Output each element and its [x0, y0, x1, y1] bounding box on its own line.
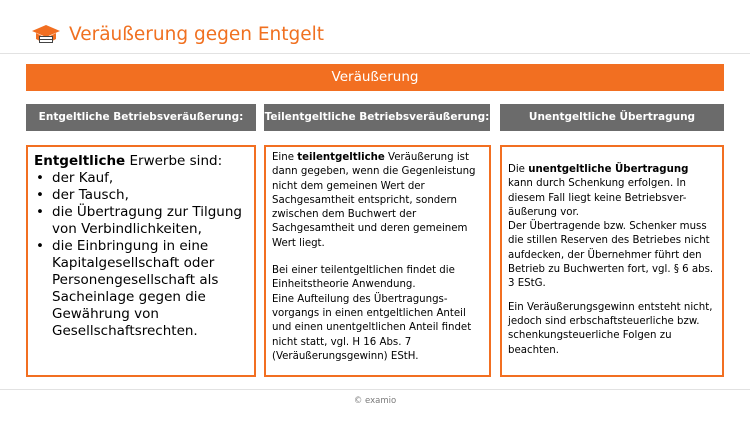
- box3-paragraph-2: Der Übertragende bzw. Schenker muss die stillen Reserven des Betriebes nicht aufdecken, der Übernehmer führt den Betrieb zu Buchwerten fort, vgl. § 6 abs. 3 EStG.: [508, 221, 714, 290]
- box1-intro-rest: Erwerbe sind:: [125, 153, 223, 169]
- list-item: • die Übertragung zur Tilgung von Verbindlichkeiten,: [34, 204, 248, 238]
- box3-paragraph-1: [508, 163, 716, 220]
- footer-copyright: © examio: [353, 396, 397, 406]
- list-item: • die Einbringung in eine Kapitalgesellschaft oder Personengesellschaft als Sacheinlage gegen die Gewährung von Gesellschaftsrechten.: [34, 238, 248, 340]
- box3-p1-post: kann durch Schenkung erfolgen. In diesem Fall liegt keine Betriebsver-äußerung vor.: [508, 178, 687, 218]
- list-item: • der Tausch,: [34, 187, 248, 204]
- column-heading-teilentgeltlich: Teilentgeltliche Betriebsveräußerung:: [264, 104, 490, 131]
- box-teilentgeltlich: [264, 145, 491, 377]
- box2-paragraph-3: Eine Aufteilung des Übertragungs-vorgangs in einen entgeltlichen Anteil und einen unentgeltlichen Anteil findet nicht statt, vgl. H 16 Abs. 7 (Veräußerungsgewinn) EStH.: [272, 293, 472, 362]
- box-unentgeltlich: [500, 145, 724, 377]
- column-heading-entgeltlich: Entgeltliche Betriebsveräußerung:: [26, 104, 256, 131]
- box2-p1-bold: teilentgeltliche: [297, 152, 385, 163]
- examio-logo-icon: [30, 21, 62, 47]
- box1-intro: [34, 153, 248, 170]
- box1-intro-bold: Entgeltliche: [34, 153, 126, 169]
- header: [0, 0, 750, 52]
- box1-list: [34, 170, 248, 340]
- list-item: • der Kauf,: [34, 170, 248, 187]
- box3-p1-pre: Die: [508, 164, 529, 175]
- column-heading-unentgeltlich: Unentgeltliche Übertragung: [500, 104, 724, 131]
- box3-p1-bold: unentgeltliche Übertragung: [528, 164, 689, 175]
- section-banner: Veräußerung: [26, 64, 724, 91]
- box2-p1-pre: Eine: [272, 152, 298, 163]
- box2-p1-post: Veräußerung ist dann gegeben, wenn die Gegenleistung nicht dem gemeinen Wert der Sachgesamtheit entspricht, sondern zwischen dem Buchwert der Sachgesamtheit und deren gemeinem Wert liegt.: [272, 152, 476, 249]
- box3-paragraph-3: Ein Veräußerungsgewinn entsteht nicht, jedoch sind erbschaftsteuerliche bzw. schenkungsteuerliche Folgen zu beachten.: [508, 301, 713, 356]
- footer-divider: [0, 389, 750, 390]
- box-entgeltlich: [26, 145, 256, 377]
- box2-paragraph-1: [272, 151, 483, 251]
- box2-paragraph-2: Bei einer teilentgeltlichen findet die Einheitstheorie Anwendung.: [272, 265, 455, 291]
- page-title: Veräußerung gegen Entgelt: [69, 24, 325, 45]
- header-divider: [0, 53, 750, 54]
